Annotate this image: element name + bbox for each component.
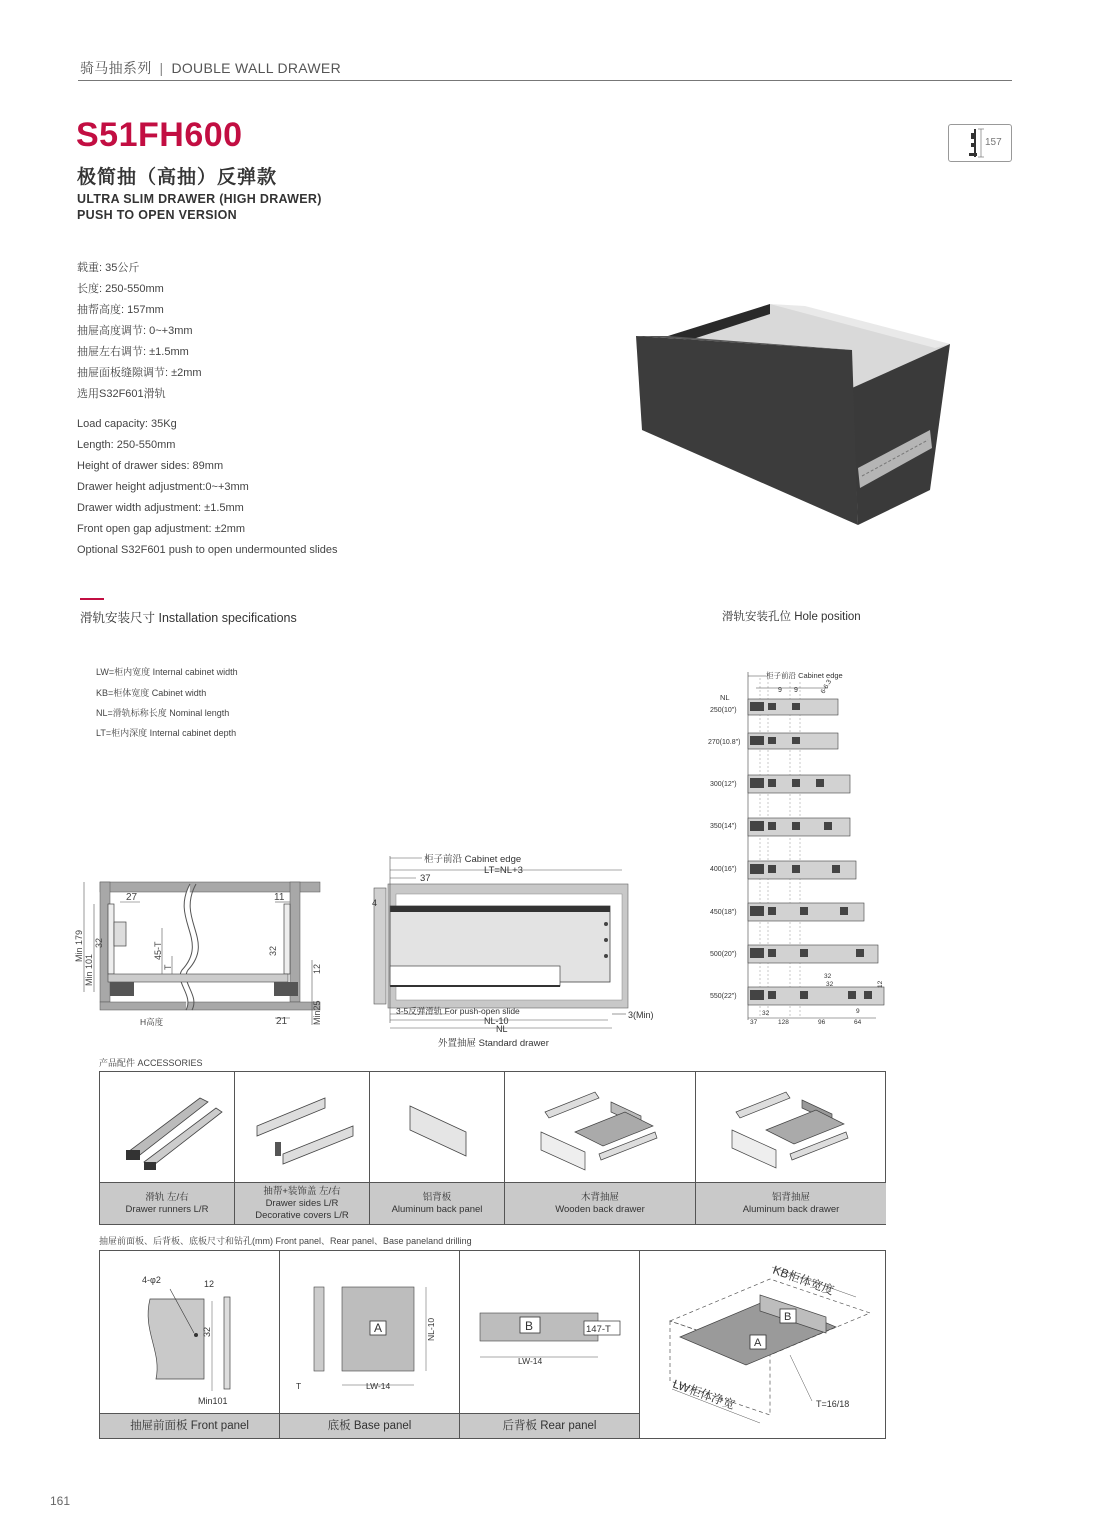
hole-row-4 — [710, 861, 856, 879]
iso-lw: LW柜体净宽 — [670, 1376, 737, 1413]
accessory-cn-0: 滑轨 左/右 — [145, 1191, 189, 1203]
subtitle-en-2: PUSH TO OPEN VERSION — [77, 208, 237, 222]
accessory-cn-4: 铝背抽屉 — [771, 1191, 810, 1203]
hole-dim-6: 6-6.3 — [819, 678, 834, 695]
min179-label: Min 179 — [74, 929, 84, 962]
accessory-alu-back-drawer — [696, 1072, 886, 1224]
hole-row-3 — [710, 818, 850, 836]
accessories-table — [99, 1071, 886, 1225]
hole-row-label-1: 270(10.8") — [708, 739, 741, 746]
hole-row-label-0: 250(10") — [710, 707, 737, 714]
dim-45t: 45-T — [153, 941, 163, 960]
side-dim-37: 37 — [420, 873, 431, 884]
accessory-en-4: Aluminum back drawer — [742, 1203, 840, 1215]
front-d32: 32 — [202, 1326, 212, 1337]
series-cn: 骑马抽系列 — [80, 60, 152, 76]
accessory-runners — [100, 1072, 235, 1224]
dim-t: T — [163, 964, 173, 970]
side-nl: NL — [496, 1024, 508, 1034]
hole-row-1 — [708, 733, 838, 749]
page-header — [80, 58, 341, 78]
h-label: H高度 — [140, 1017, 164, 1027]
height-badge — [948, 124, 1012, 162]
spec-en-3: Drawer height adjustment:0~+3mm — [77, 481, 249, 493]
spec-cn-1: 长度: 250-550mm — [77, 283, 164, 295]
front-panel-drawing — [100, 1251, 280, 1411]
drawer-product-image — [630, 300, 950, 530]
spec-cn-0: 载重: 35公斤 — [77, 262, 140, 274]
side-slide: 3-5反弹滑轨 For push-open slide — [396, 1006, 520, 1016]
accessory-wooden-back-drawer — [505, 1072, 696, 1224]
hole-dim-9a: 9 — [778, 687, 782, 694]
legend-kb: KB=柜体宽度 Cabinet width — [96, 688, 207, 698]
accessory-en-1: Drawer sides L/R — [265, 1197, 339, 1209]
hole-side-9: 9 — [856, 1008, 860, 1015]
hole-row-label-6: 500(20") — [710, 951, 737, 958]
front-holes: 4-φ2 — [142, 1275, 161, 1285]
base-panel-caption: 底板 Base panel — [280, 1413, 459, 1438]
spec-cn-2: 抽帮高度: 157mm — [77, 304, 164, 316]
front-panel-caption: 抽屉前面板 Front panel — [100, 1413, 279, 1438]
iso-b: B — [784, 1311, 792, 1323]
legend-lw: LW=柜内宽度 Internal cabinet width — [96, 667, 238, 677]
iso-drawing-cell — [640, 1251, 885, 1438]
iso-drawing — [640, 1251, 885, 1438]
page-number: 161 — [50, 1494, 71, 1508]
spec-cn-5: 抽屉面板缝隙调节: ±2mm — [77, 367, 202, 379]
subtitle-cn: 极简抽（高抽）反弹款 — [77, 167, 278, 188]
product-title: S51FH600 — [76, 116, 243, 154]
header-separator: | — [159, 60, 164, 76]
hole-row-2 — [710, 775, 850, 793]
hole-row-7 — [710, 987, 884, 1005]
back-panel-image — [370, 1072, 505, 1182]
accessory-en-0: Drawer runners L/R — [125, 1203, 209, 1215]
rear-lw14: LW-14 — [518, 1356, 543, 1366]
panels-title: 抽屉前面板、后背板、底板尺寸和钻孔(mm) Front panel、Rear panel、Base paneland drilling — [99, 1236, 472, 1246]
side-cabinet-edge: 柜子前沿 Cabinet edge — [424, 854, 522, 865]
hole-row-label-5: 450(18") — [710, 909, 737, 916]
spec-en-1: Length: 250-550mm — [77, 439, 176, 451]
subtitle-en-1: ULTRA SLIM DRAWER (HIGH DRAWER) — [77, 192, 322, 206]
hole-dim-9b: 9 — [794, 687, 798, 694]
dim-32b: 32 — [268, 945, 278, 956]
hole-side-32b: 32 — [826, 981, 834, 988]
accessory-en2-1: Decorative covers L/R — [255, 1209, 349, 1221]
base-nl10: NL-10 — [426, 1317, 436, 1341]
side-lt: LT=NL+3 — [484, 865, 523, 876]
hole-row-label-2: 300(12") — [710, 781, 737, 788]
cross-section-diagram — [70, 870, 330, 1030]
hole-cabinet-edge: 柜子前沿 Cabinet edge — [766, 671, 843, 680]
side-caption: 外置抽屉 Standard drawer — [438, 1038, 549, 1048]
dim-32a: 32 — [94, 937, 104, 948]
spec-en-6: Optional S32F601 push to open undermounted slides — [77, 544, 338, 556]
accessory-cn-1: 抽帮+装饰盖 左/右 — [263, 1185, 341, 1197]
rear-height: 147-T — [586, 1324, 611, 1335]
spec-cn-3: 抽屉高度调节: 0~+3mm — [77, 325, 193, 337]
accessory-alu-back-panel — [370, 1072, 505, 1224]
alu-drawer-image — [696, 1072, 886, 1182]
panels-table — [99, 1250, 886, 1439]
hole-side-12: 12 — [877, 980, 884, 988]
series-en: DOUBLE WALL DRAWER — [171, 60, 341, 76]
front-min101: Min101 — [198, 1396, 228, 1406]
accessories-title: 产品配件 ACCESSORIES — [99, 1058, 203, 1068]
base-letter: A — [374, 1321, 383, 1335]
dim-12: 12 — [312, 963, 322, 974]
side-view-diagram — [360, 848, 670, 1048]
accessory-sides — [235, 1072, 370, 1224]
spec-cn-4: 抽屉左右调节: ±1.5mm — [77, 346, 189, 358]
iso-a: A — [754, 1337, 762, 1349]
hole-side-32a: 32 — [824, 973, 832, 980]
spec-en-2: Height of drawer sides: 89mm — [77, 460, 224, 472]
rear-panel-caption: 后背板 Rear panel — [460, 1413, 639, 1438]
rear-panel-drawing — [460, 1251, 640, 1411]
hole-bottom-37: 37 — [750, 1019, 758, 1026]
base-t: T — [296, 1381, 302, 1391]
accessory-en-3: Wooden back drawer — [555, 1203, 645, 1215]
side-dim-4: 4 — [372, 898, 378, 908]
spec-en-5: Front open gap adjustment: ±2mm — [77, 523, 246, 535]
iso-kb: KB柜体宽度 — [770, 1262, 836, 1298]
hole-position-diagram — [706, 668, 892, 1028]
install-title: 滑轨安装尺寸 Installation specifications — [80, 611, 297, 625]
side-nl10: NL-10 — [484, 1016, 509, 1026]
min25-label: Min25 — [312, 1000, 322, 1025]
hole-bottom-96: 96 — [818, 1019, 826, 1026]
hole-bottom-64: 64 — [854, 1019, 862, 1026]
front-panel-cell — [100, 1251, 280, 1438]
badge-value: 157 — [985, 137, 1002, 148]
hole-row-5 — [710, 903, 864, 921]
dim-27: 27 — [126, 892, 138, 903]
iso-t: T=16/18 — [816, 1399, 850, 1409]
side-min3: 3(Min) — [628, 1010, 654, 1020]
rear-letter: B — [525, 1319, 534, 1333]
base-panel-cell — [280, 1251, 460, 1438]
wooden-drawer-image — [505, 1072, 696, 1182]
hole-row-label-7: 550(22") — [710, 993, 737, 1000]
rear-panel-cell — [460, 1251, 640, 1438]
runners-image — [100, 1072, 235, 1182]
base-lw14: LW-14 — [366, 1381, 391, 1391]
accessory-cn-2: 铝背板 — [422, 1191, 452, 1203]
hole-bottom-128: 128 — [778, 1019, 789, 1026]
hole-row-6 — [710, 945, 878, 963]
spec-en-4: Drawer width adjustment: ±1.5mm — [77, 502, 244, 514]
hole-position-title: 滑轨安装孔位 Hole position — [722, 611, 861, 623]
accessory-en-2: Aluminum back panel — [391, 1203, 483, 1215]
accessory-cn-3: 木背抽屉 — [580, 1191, 619, 1203]
hole-nl-label: NL — [720, 693, 730, 702]
min101-label: Min 101 — [84, 953, 94, 986]
base-panel-drawing — [280, 1251, 460, 1411]
section-accent-line — [80, 598, 104, 600]
dim-21: 21 — [276, 1016, 288, 1027]
hole-bottom-32: 32 — [762, 1010, 770, 1017]
legend-nl: NL=滑轨标称长度 Nominal length — [96, 708, 230, 718]
sides-image — [235, 1072, 370, 1182]
dim-11: 11 — [274, 892, 285, 903]
hole-row-label-3: 350(14") — [710, 823, 737, 830]
spec-en-0: Load capacity: 35Kg — [77, 418, 177, 430]
hole-row-label-4: 400(16") — [710, 866, 737, 873]
front-d12: 12 — [204, 1279, 215, 1289]
legend-lt: LT=柜内深度 Internal cabinet depth — [96, 728, 237, 738]
header-rule — [78, 80, 1012, 81]
spec-cn-6: 选用S32F601滑轨 — [77, 388, 166, 400]
